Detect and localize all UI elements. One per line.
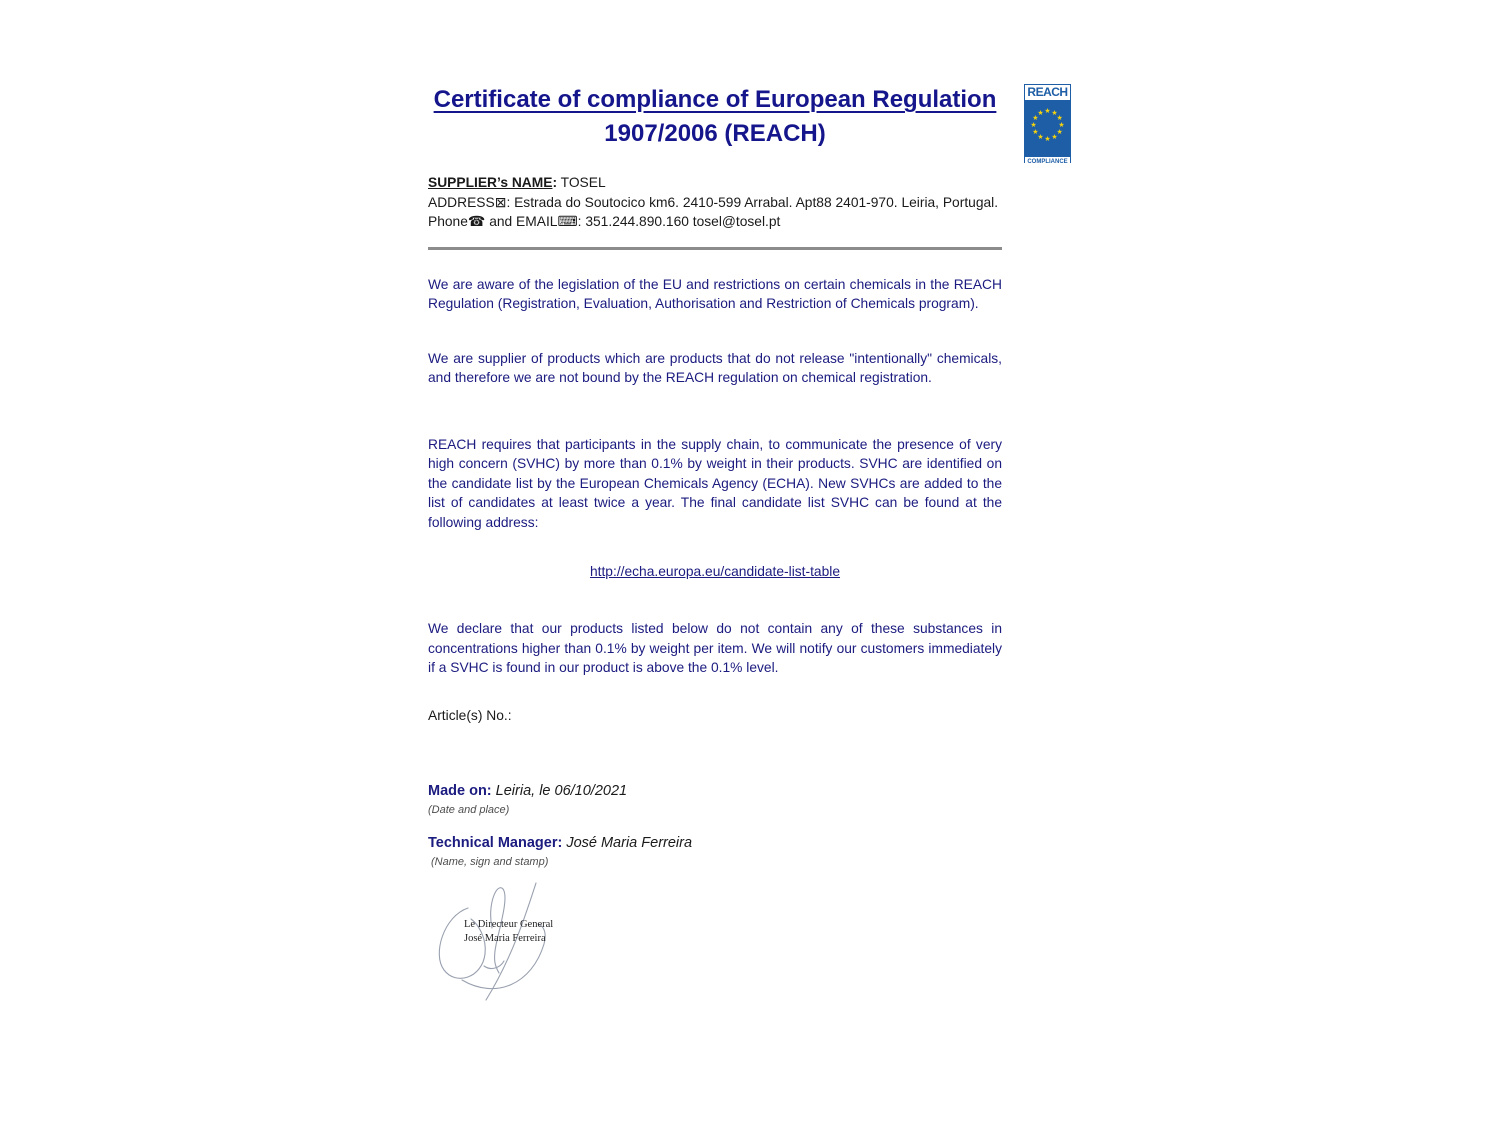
article-number-label: Article(s) No.: [428,707,512,723]
address-value: : Estrada do Soutocico km6. 2410-599 Arrabal. Apt88 2401-970. Leiria, Portugal. [506,194,999,210]
signature-area [428,878,608,1008]
candidate-list-link[interactable]: http://echa.europa.eu/candidate-list-table [589,564,841,579]
computer-icon: ⌨ [557,213,578,229]
svg-text:★: ★ [1056,114,1063,122]
technical-manager-label: Technical Manager: [428,834,563,851]
svg-text:★: ★ [1058,121,1065,129]
section-divider [428,247,1002,250]
reach-compliance-logo [1024,84,1071,163]
phone-icon: ☎ [467,213,486,229]
supplier-address-row [428,193,1002,213]
svg-text:★: ★ [1051,108,1058,117]
phone-label: Phone [428,214,468,229]
made-on-row [428,781,1002,817]
supplier-block [428,173,1002,232]
paragraph-declaration: We declare that our products listed below do not contain any of these substances in concentrations higher than 0.1% by weight per item. We will notify our customers immediately if a SVHC is found in our product is above the 0.1% level. [428,621,1002,675]
svg-text:★: ★ [1030,121,1037,129]
candidate-list-link-row [428,563,1002,581]
svg-text:★: ★ [1044,107,1051,115]
svg-text:★: ★ [1032,128,1039,136]
contact-value: : 351.244.890.160 tosel@tosel.pt [577,214,781,229]
technical-manager-row [428,833,1002,869]
supplier-name-row [428,173,1002,193]
envelope-icon: ⊠ [494,193,507,210]
made-on-label: Made on: [428,782,492,799]
supplier-contact-row [428,212,1002,232]
certificate-title-line2: 1907/2006 (REACH) [604,120,826,147]
reach-logo-compliance-label: COMPLIANCE [1025,156,1070,168]
paragraph-reach-requirements: REACH requires that participants in the supply chain, to communicate the presence of very high concern (SVHC) by more than 0.1% by weight in their products. SVHC are identified on the candidate list by the European Chemicals Agency (ECHA). New SVHCs are added to the list of candidates at least twice a year. The final candidate list SVHC can be found at the following address: [428,436,1002,530]
svg-text:★: ★ [1037,133,1044,142]
stamp-text [464,918,553,946]
technical-manager-value: José Maria Ferreira [562,834,693,851]
supplier-name-value: TOSEL [557,175,606,190]
reach-logo-star-panel [1025,101,1070,156]
made-on-note: (Date and place) [428,803,510,816]
email-label: and EMAIL [485,214,558,229]
svg-text:★: ★ [1051,133,1058,142]
svg-text:★: ★ [1044,135,1051,143]
certificate-title [428,84,1002,149]
supplier-name-label: SUPPLIER’s NAME [428,175,553,190]
paragraph-awareness: We are aware of the legislation of the EU and restrictions on certain chemicals in the REACH Regulation (Registration, Evaluation, Authorisation and Restriction of Chemicals program). [428,276,1002,311]
svg-text:★: ★ [1032,114,1039,122]
made-on-value: Leiria, le 06/10/2021 [491,782,628,799]
svg-text:★: ★ [1037,108,1044,117]
stamp-line1: Le Directeur General [464,918,554,930]
certificate-body [428,84,1002,1008]
reach-logo-title: REACH [1025,85,1070,101]
stamp-line2: José Maria Ferreira [464,932,546,944]
eu-stars-icon [1025,101,1070,151]
address-label: ADDRESS [428,194,495,210]
supplier-name-colon: : [552,175,558,190]
certificate-title-line1: Certificate of compliance of European Regulation [433,86,997,113]
svg-text:★: ★ [1056,128,1063,136]
paragraph-supplier-statement: We are supplier of products which are products that do not release "intentionally" chemicals, and therefore we are not bound by the REACH regulation on chemical registration. [428,350,1002,385]
technical-manager-note: (Name, sign and stamp) [431,855,549,868]
